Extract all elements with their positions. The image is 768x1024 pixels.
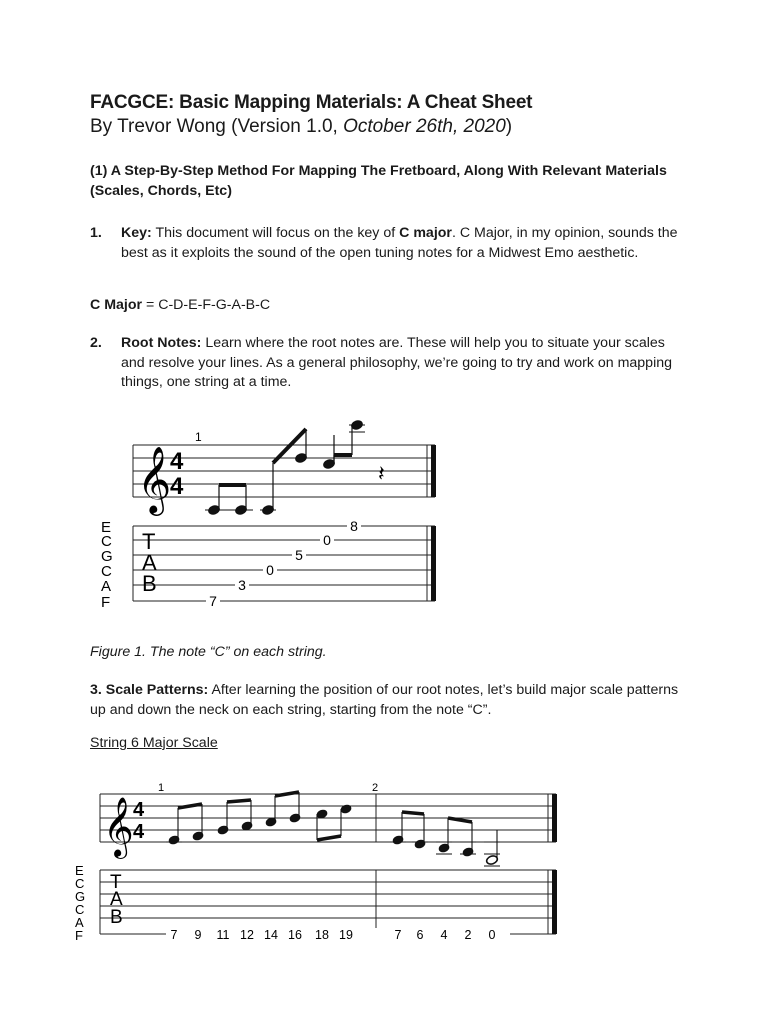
fret-number: 0 bbox=[488, 928, 496, 942]
measure-number: 1 bbox=[158, 782, 165, 794]
tab-letter-t: T bbox=[142, 529, 156, 554]
list-item-key bbox=[90, 224, 690, 263]
tuning-string-5: A bbox=[101, 578, 112, 595]
fret-number: 4 bbox=[440, 928, 448, 942]
subheading-string-6: String 6 Major Scale bbox=[90, 735, 218, 751]
tuning-string-3: G bbox=[101, 548, 113, 565]
fret-number: 7 bbox=[209, 593, 217, 609]
tuning-string-6: F bbox=[75, 928, 83, 943]
tuning-string-4: C bbox=[75, 902, 85, 917]
document-byline bbox=[90, 116, 512, 138]
c-major-scale-line bbox=[90, 296, 270, 316]
time-signature-top: 4 bbox=[170, 448, 184, 475]
tab-letter-b: B bbox=[110, 907, 123, 928]
fret-number: 9 bbox=[194, 928, 202, 942]
time-signature-bottom: 4 bbox=[133, 821, 145, 843]
tuning-string-5: A bbox=[75, 915, 84, 930]
item-text: Learn where the root notes are. These will help you to situate your scales and resolve your lines. As a general philosophy, we’re going to try and work on mapping things, one string at a time. bbox=[121, 335, 673, 390]
key-name: C major bbox=[399, 225, 452, 241]
tuning-string-2: C bbox=[101, 533, 112, 550]
notes bbox=[166, 792, 500, 866]
byline-text: By Trevor Wong (Version 1.0, bbox=[90, 116, 344, 137]
item-lead: 3. Scale Patterns: bbox=[90, 682, 209, 698]
fret-number: 7 bbox=[394, 928, 402, 942]
fret-number: 0 bbox=[323, 532, 331, 548]
list-item-root-notes bbox=[90, 334, 690, 393]
item-text-continued: . C Major, in my opinion, sounds the best as it exploits the sound of the open tuning notes for a Midwest Emo aesthetic. bbox=[121, 225, 678, 261]
byline-close: ) bbox=[505, 116, 513, 137]
fret-number: 12 bbox=[240, 928, 254, 942]
figure-caption: Figure 1. The note “C” on each string. bbox=[90, 644, 327, 660]
list-item-scale-patterns bbox=[90, 681, 690, 720]
measure-number: 2 bbox=[372, 782, 379, 794]
item-lead: Key: bbox=[121, 225, 152, 241]
item-text: After learning the position of our root notes, let’s build major scale patterns up and down the neck on each string, starting from the note “C”. bbox=[90, 682, 679, 718]
tuning-string-1: E bbox=[75, 863, 84, 878]
measure-number: 1 bbox=[195, 430, 202, 444]
tuning-string-6: F bbox=[101, 594, 111, 611]
tab-letter-a: A bbox=[110, 889, 123, 910]
fret-number: 3 bbox=[238, 577, 246, 593]
treble-clef-icon: 𝄞 bbox=[137, 447, 172, 512]
tuning-string-3: G bbox=[75, 889, 86, 904]
list-number: 1. bbox=[90, 225, 102, 241]
fret-number: 6 bbox=[416, 928, 424, 942]
fret-number: 16 bbox=[288, 928, 302, 942]
fret-number: 14 bbox=[264, 928, 278, 942]
tuning-string-2: C bbox=[75, 876, 85, 891]
figure-1-notation bbox=[95, 415, 455, 615]
fret-number: 18 bbox=[315, 928, 329, 942]
fret-number: 19 bbox=[339, 928, 353, 942]
c-major-label: C Major bbox=[90, 297, 143, 313]
tab-letter-a: A bbox=[142, 550, 157, 575]
fret-number: 8 bbox=[350, 518, 358, 534]
tab-letter-t: T bbox=[110, 872, 122, 893]
fret-number: 2 bbox=[464, 928, 472, 942]
fret-number: 11 bbox=[216, 928, 230, 942]
notes bbox=[205, 419, 365, 515]
item-text: This document will focus on the key of bbox=[151, 225, 400, 241]
tab-letter-b: B bbox=[142, 571, 157, 596]
tuning-string-4: C bbox=[101, 563, 112, 580]
treble-clef-icon: 𝄞 bbox=[103, 798, 134, 856]
fret-number: 0 bbox=[266, 562, 274, 578]
section-heading: (1) A Step-By-Step Method For Mapping The Fretboard, Along With Relevant Materials (Scales, Chords, Etc) bbox=[90, 163, 667, 199]
version-date: October 26th, 2020 bbox=[343, 116, 506, 137]
time-signature-bottom: 4 bbox=[170, 473, 184, 500]
item-lead: Root Notes: bbox=[121, 335, 202, 351]
figure-2-notation bbox=[70, 778, 570, 948]
c-major-notes: = C-D-E-F-G-A-B-C bbox=[142, 297, 271, 313]
list-number: 2. bbox=[90, 335, 102, 351]
document-title: FACGCE: Basic Mapping Materials: A Cheat Sheet bbox=[90, 92, 533, 113]
fret-number: 5 bbox=[295, 547, 303, 563]
time-signature-top: 4 bbox=[133, 799, 145, 821]
tuning-string-1: E bbox=[101, 519, 112, 536]
quarter-rest-icon: 𝄽 bbox=[378, 461, 385, 486]
fret-number: 7 bbox=[170, 928, 178, 942]
